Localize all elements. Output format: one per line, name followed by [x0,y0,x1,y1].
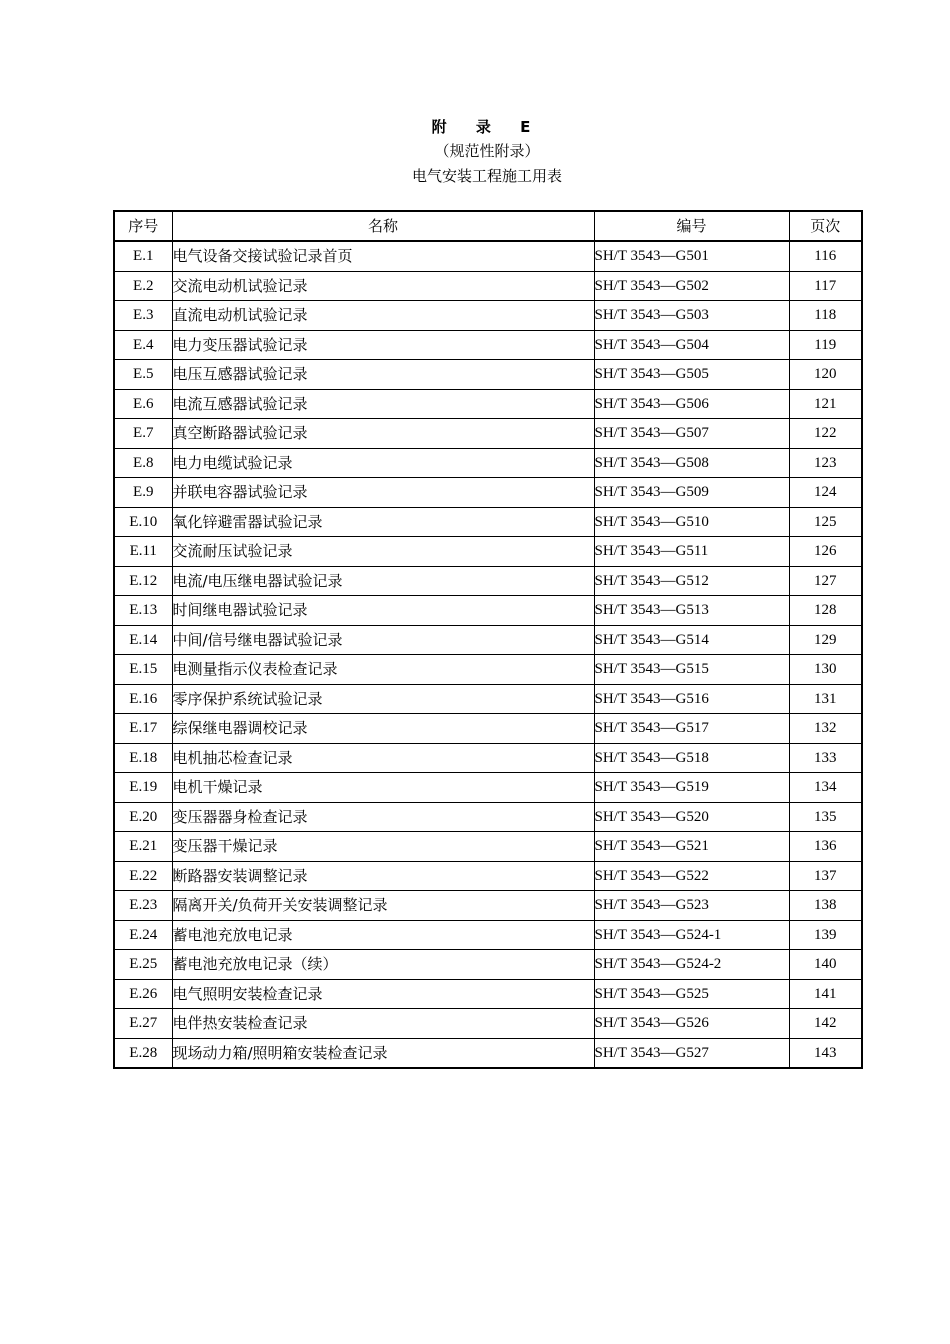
row-name-cell: 隔离开关/负荷开关安装调整记录 [172,891,594,921]
table-row [114,920,862,950]
row-code-cell: SH/T 3543—G513 [594,596,789,626]
row-name-cell: 电气设备交接试验记录首页 [172,241,594,271]
appendix-title: 附 录 E [431,118,543,136]
row-code-cell: SH/T 3543—G503 [594,301,789,331]
row-code-cell: SH/T 3543—G512 [594,566,789,596]
row-code-cell: SH/T 3543—G504 [594,330,789,360]
row-number-cell: E.22 [114,861,172,891]
row-code-cell: SH/T 3543—G514 [594,625,789,655]
row-name-cell: 电测量指示仪表检查记录 [172,655,594,685]
row-page-cell: 122 [789,419,862,449]
row-page-cell: 134 [789,773,862,803]
row-number-cell: E.5 [114,360,172,390]
table-header-row [114,211,862,241]
appendix-subtitle: （规范性附录） [434,142,540,160]
row-code-cell: SH/T 3543—G507 [594,419,789,449]
table-row [114,684,862,714]
row-code-cell: SH/T 3543—G524-1 [594,920,789,950]
row-number-cell: E.23 [114,891,172,921]
forms-table [113,210,863,1069]
table-row [114,743,862,773]
table-row [114,1009,862,1039]
table-row [114,507,862,537]
row-number-cell: E.15 [114,655,172,685]
table-row [114,979,862,1009]
row-code-cell: SH/T 3543—G510 [594,507,789,537]
row-page-cell: 142 [789,1009,862,1039]
row-page-cell: 130 [789,655,862,685]
row-code-cell: SH/T 3543—G511 [594,537,789,567]
row-code-cell: SH/T 3543—G506 [594,389,789,419]
row-name-cell: 电机抽芯检查记录 [172,743,594,773]
row-name-cell: 断路器安装调整记录 [172,861,594,891]
table-row [114,1038,862,1068]
table-row [114,655,862,685]
row-page-cell: 124 [789,478,862,508]
row-code-cell: SH/T 3543—G502 [594,271,789,301]
row-code-cell: SH/T 3543—G509 [594,478,789,508]
row-number-cell: E.28 [114,1038,172,1068]
row-number-cell: E.18 [114,743,172,773]
table-row [114,241,862,271]
row-number-cell: E.1 [114,241,172,271]
row-name-cell: 电气照明安装检查记录 [172,979,594,1009]
row-name-cell: 蓄电池充放电记录 [172,920,594,950]
table-row [114,596,862,626]
row-page-cell: 131 [789,684,862,714]
row-page-cell: 128 [789,596,862,626]
table-row [114,861,862,891]
row-name-cell: 时间继电器试验记录 [172,596,594,626]
table-row [114,419,862,449]
row-code-cell: SH/T 3543—G517 [594,714,789,744]
row-code-cell: SH/T 3543—G521 [594,832,789,862]
row-page-cell: 119 [789,330,862,360]
row-number-cell: E.3 [114,301,172,331]
row-number-cell: E.17 [114,714,172,744]
row-number-cell: E.4 [114,330,172,360]
table-row [114,271,862,301]
row-page-cell: 143 [789,1038,862,1068]
table-row [114,773,862,803]
row-number-cell: E.7 [114,419,172,449]
row-page-cell: 133 [789,743,862,773]
row-page-cell: 139 [789,920,862,950]
table-row [114,448,862,478]
row-code-cell: SH/T 3543—G524-2 [594,950,789,980]
row-code-cell: SH/T 3543—G522 [594,861,789,891]
table-row [114,360,862,390]
row-page-cell: 116 [789,241,862,271]
row-code-cell: SH/T 3543—G520 [594,802,789,832]
row-number-cell: E.26 [114,979,172,1009]
row-name-cell: 电机干燥记录 [172,773,594,803]
table-row [114,389,862,419]
table-row [114,950,862,980]
row-page-cell: 141 [789,979,862,1009]
row-page-cell: 135 [789,802,862,832]
row-code-cell: SH/T 3543—G505 [594,360,789,390]
row-page-cell: 120 [789,360,862,390]
row-page-cell: 132 [789,714,862,744]
row-page-cell: 138 [789,891,862,921]
row-name-cell: 并联电容器试验记录 [172,478,594,508]
row-page-cell: 126 [789,537,862,567]
row-number-cell: E.14 [114,625,172,655]
table-row [114,714,862,744]
row-name-cell: 综保继电器调校记录 [172,714,594,744]
column-header-page: 页次 [789,211,862,241]
row-name-cell: 氧化锌避雷器试验记录 [172,507,594,537]
row-code-cell: SH/T 3543—G526 [594,1009,789,1039]
column-header-number: 序号 [114,211,172,241]
row-page-cell: 117 [789,271,862,301]
row-name-cell: 电力变压器试验记录 [172,330,594,360]
row-name-cell: 现场动力箱/照明箱安装检查记录 [172,1038,594,1068]
row-code-cell: SH/T 3543—G501 [594,241,789,271]
row-page-cell: 137 [789,861,862,891]
column-header-code: 编号 [594,211,789,241]
row-page-cell: 121 [789,389,862,419]
row-name-cell: 变压器干燥记录 [172,832,594,862]
row-page-cell: 140 [789,950,862,980]
row-name-cell: 零序保护系统试验记录 [172,684,594,714]
row-code-cell: SH/T 3543—G523 [594,891,789,921]
row-number-cell: E.2 [114,271,172,301]
table-row [114,832,862,862]
row-name-cell: 电压互感器试验记录 [172,360,594,390]
row-page-cell: 129 [789,625,862,655]
row-page-cell: 127 [789,566,862,596]
row-name-cell: 电流互感器试验记录 [172,389,594,419]
column-header-name: 名称 [172,211,594,241]
table-row [114,478,862,508]
row-page-cell: 136 [789,832,862,862]
row-number-cell: E.16 [114,684,172,714]
appendix-caption: 电气安装工程施工用表 [411,167,562,185]
row-page-cell: 118 [789,301,862,331]
row-number-cell: E.13 [114,596,172,626]
row-code-cell: SH/T 3543—G525 [594,979,789,1009]
row-name-cell: 直流电动机试验记录 [172,301,594,331]
table-row [114,330,862,360]
table-row [114,537,862,567]
row-number-cell: E.21 [114,832,172,862]
row-page-cell: 125 [789,507,862,537]
row-name-cell: 变压器器身检查记录 [172,802,594,832]
row-number-cell: E.6 [114,389,172,419]
row-number-cell: E.11 [114,537,172,567]
row-name-cell: 中间/信号继电器试验记录 [172,625,594,655]
row-number-cell: E.10 [114,507,172,537]
row-page-cell: 123 [789,448,862,478]
row-code-cell: SH/T 3543—G508 [594,448,789,478]
row-name-cell: 蓄电池充放电记录（续） [172,950,594,980]
row-name-cell: 电伴热安装检查记录 [172,1009,594,1039]
table-row [114,625,862,655]
row-code-cell: SH/T 3543—G516 [594,684,789,714]
row-number-cell: E.9 [114,478,172,508]
row-code-cell: SH/T 3543—G515 [594,655,789,685]
row-number-cell: E.19 [114,773,172,803]
row-number-cell: E.8 [114,448,172,478]
row-number-cell: E.12 [114,566,172,596]
table-row [114,566,862,596]
table-row [114,891,862,921]
row-name-cell: 交流耐压试验记录 [172,537,594,567]
table-row [114,802,862,832]
row-name-cell: 真空断路器试验记录 [172,419,594,449]
row-number-cell: E.27 [114,1009,172,1039]
table-body [114,241,862,1068]
row-number-cell: E.20 [114,802,172,832]
row-code-cell: SH/T 3543—G519 [594,773,789,803]
row-number-cell: E.24 [114,920,172,950]
row-code-cell: SH/T 3543—G518 [594,743,789,773]
table-row [114,301,862,331]
row-number-cell: E.25 [114,950,172,980]
row-code-cell: SH/T 3543—G527 [594,1038,789,1068]
row-name-cell: 电流/电压继电器试验记录 [172,566,594,596]
row-name-cell: 电力电缆试验记录 [172,448,594,478]
row-name-cell: 交流电动机试验记录 [172,271,594,301]
